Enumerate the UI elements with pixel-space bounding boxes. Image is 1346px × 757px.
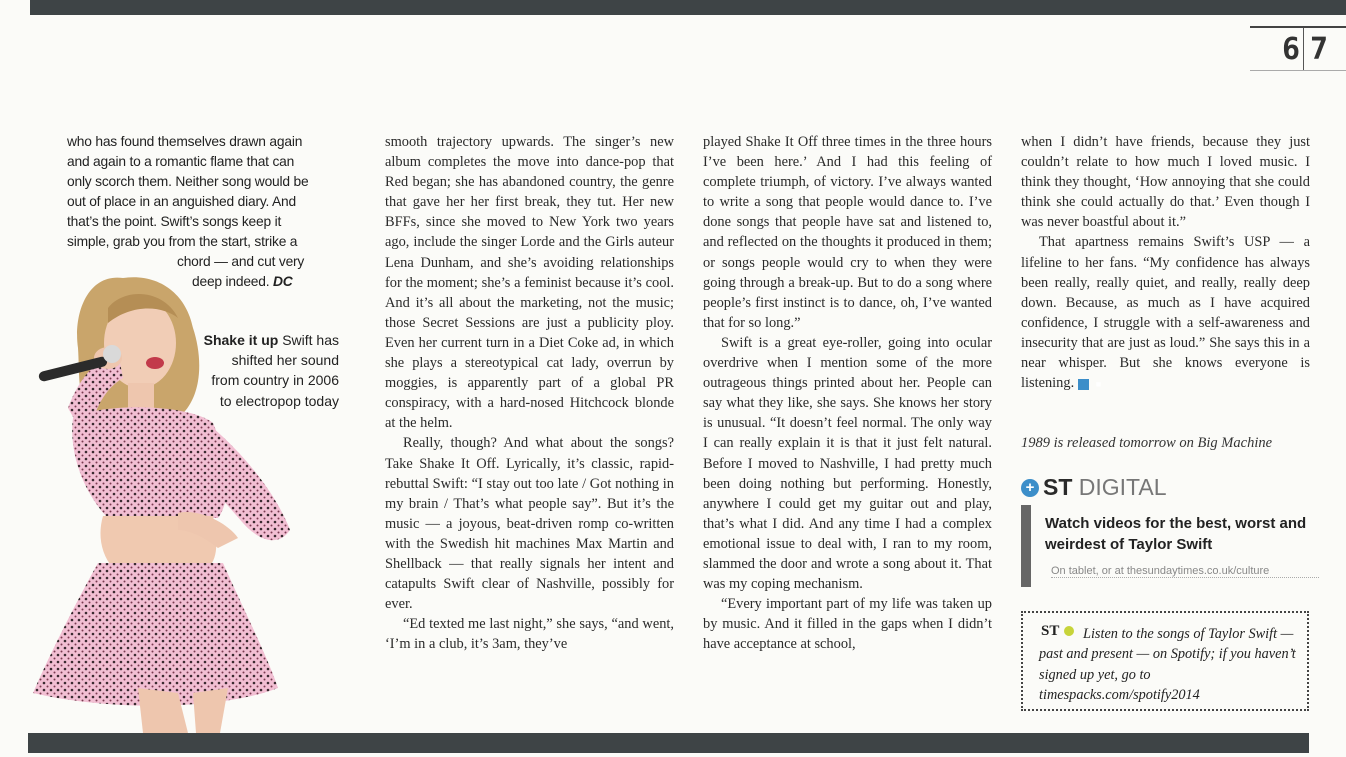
author-initials: DC (273, 274, 293, 289)
spotify-text: Listen to the songs of Taylor Swift — past and present — on Spotify; if you haven’t signed up yet, go to timespacks.com/spotify2014 (1039, 626, 1296, 703)
col1-line-text: deep indeed. (192, 274, 270, 289)
bottom-bar (28, 733, 1309, 753)
column-4 (1021, 132, 1310, 393)
page-number-left: 6 (1282, 32, 1301, 67)
col1-line: that’s the point. Swift’s songs keep it (67, 214, 282, 229)
photo-caption (200, 330, 339, 411)
col1-line: out of place in an anguished diary. And (67, 194, 296, 209)
paragraph: Swift is a great eye-roller, going into ocular overdrive when I mention some of the more outrageous things printed about her. People can say what they like, she says. She knows her story is unusual. “It doesn’t feel normal. The only way I can really explain it is that it just felt natural. Before I moved to Nashville, I had pretty much been doing nothing but performing. Honestly, anywhere I could get my guitar out and play, that’s what I did. And any time I had a complex emotional issue to deal with, I ran to my room, slammed the door and wrote a song about it. That was my coping mechanism. (703, 334, 992, 593)
st-digital-heading (1021, 474, 1167, 502)
release-note: 1989 is released tomorrow on Big Machine (1021, 435, 1273, 451)
paragraph: Really, though? And what about the songs? Take Shake It Off. Lyrically, it’s classic, rapid-rebuttal Swift: “I stay out too late / Got nothing in my brain / That’s what people say”. But it’s the music — a joyous, beat-driven romp co-written with the Swedish hit machines Max Martin and Shellback — that really signals her intent and catapults Swift clear of Nashville, possibly for ever. (385, 435, 674, 613)
top-bar (30, 0, 1346, 15)
col1-line: only scorch them. Neither song would be (67, 174, 309, 189)
col1-line: who has found themselves drawn again (67, 134, 303, 149)
plus-circle-icon: + (1021, 479, 1039, 497)
spotify-st-label: ST (1041, 623, 1060, 639)
st-digital-label: DIGITAL (1078, 474, 1167, 500)
col1-line: chord — and cut very (177, 254, 305, 269)
page-number-divider (1303, 28, 1304, 70)
col1-line: simple, grab you from the start, strike a (67, 234, 298, 249)
video-promo-box[interactable] (1021, 505, 1310, 587)
caption-text: Swift has shifted her sound from country in 2006 to electropop today (211, 332, 339, 409)
paragraph: “Ed texted me last night,” she says, “and went, ‘I’m in a club, it’s 3am, they’ve (385, 616, 674, 653)
column-2 (385, 132, 674, 654)
page-number (1250, 26, 1346, 71)
video-promo-headline: Watch videos for the best, worst and weirdest of Taylor Swift (1045, 515, 1307, 553)
column-3 (703, 132, 992, 654)
paragraph-last (1021, 232, 1310, 393)
page-number-right: 7 (1310, 32, 1329, 67)
col1-line: and again to a romantic flame that can (67, 154, 295, 169)
paragraph: when I didn’t have friends, because they just couldn’t relate to how much I loved music. I think they thought, ‘How annoying that she could think she could actually do that.’ Even though I was never boastful about it.” (1021, 134, 1310, 231)
spotify-box (1021, 611, 1309, 711)
paragraph: played Shake It Off three times in the three hours I’ve been here.’ And I had this feeling of complete triumph, of victory. I’ve always wanted to write a song that people would dance to. I’ve done songs that people have sat and listened to, and reflected on the thoughts it produced in them; or songs people would cry to when they were going through a break-up. But to do a song where people’s first instinct is to dance, oh, I’ve wanted that for so long.” (703, 134, 992, 331)
st-digital-st: ST (1043, 474, 1073, 500)
video-promo-link[interactable]: On tablet, or at thesundaytimes.co.uk/culture (1051, 565, 1319, 578)
caption-lead: Shake it up (203, 332, 279, 348)
paragraph: “Every important part of my life was taken up by music. And it filled in the gaps when I didn’t have acceptance at school, (703, 596, 992, 653)
paragraph: smooth trajectory upwards. The singer’s new album completes the move into dance-pop that Red began; she has abandoned country, the genre that gave her her first break, they tut. Her new BFFs, since she moved to New York two years ago, include the singer Lorde and the Girls auteur Lena Dunham, and she’s avoiding relationships for the moment; she’s a feminist because it’s cool. And it’s all about the marketing, not the music; those Secret Sessions are just a publicity ploy. Even her current turn in a Diet Coke ad, in which she plays a stereotypical cat lady, overrun by moggies, is apparently part of a global PR conspiracy, with a hard-nosed Hitchcock blonde at the helm. (385, 134, 674, 432)
end-mark-icon: ■ (1078, 379, 1089, 390)
paragraph-text: That apartness remains Swift’s USP — a lifeline to her fans. “My confidence has always been really, really quiet, and really, really deep down. Because, as much as I have acquired confidence, I struggle with a self-awareness and insecurity that are just as loud.” She says this in a near whisper. But she knows everyone is listening. (1021, 234, 1310, 392)
